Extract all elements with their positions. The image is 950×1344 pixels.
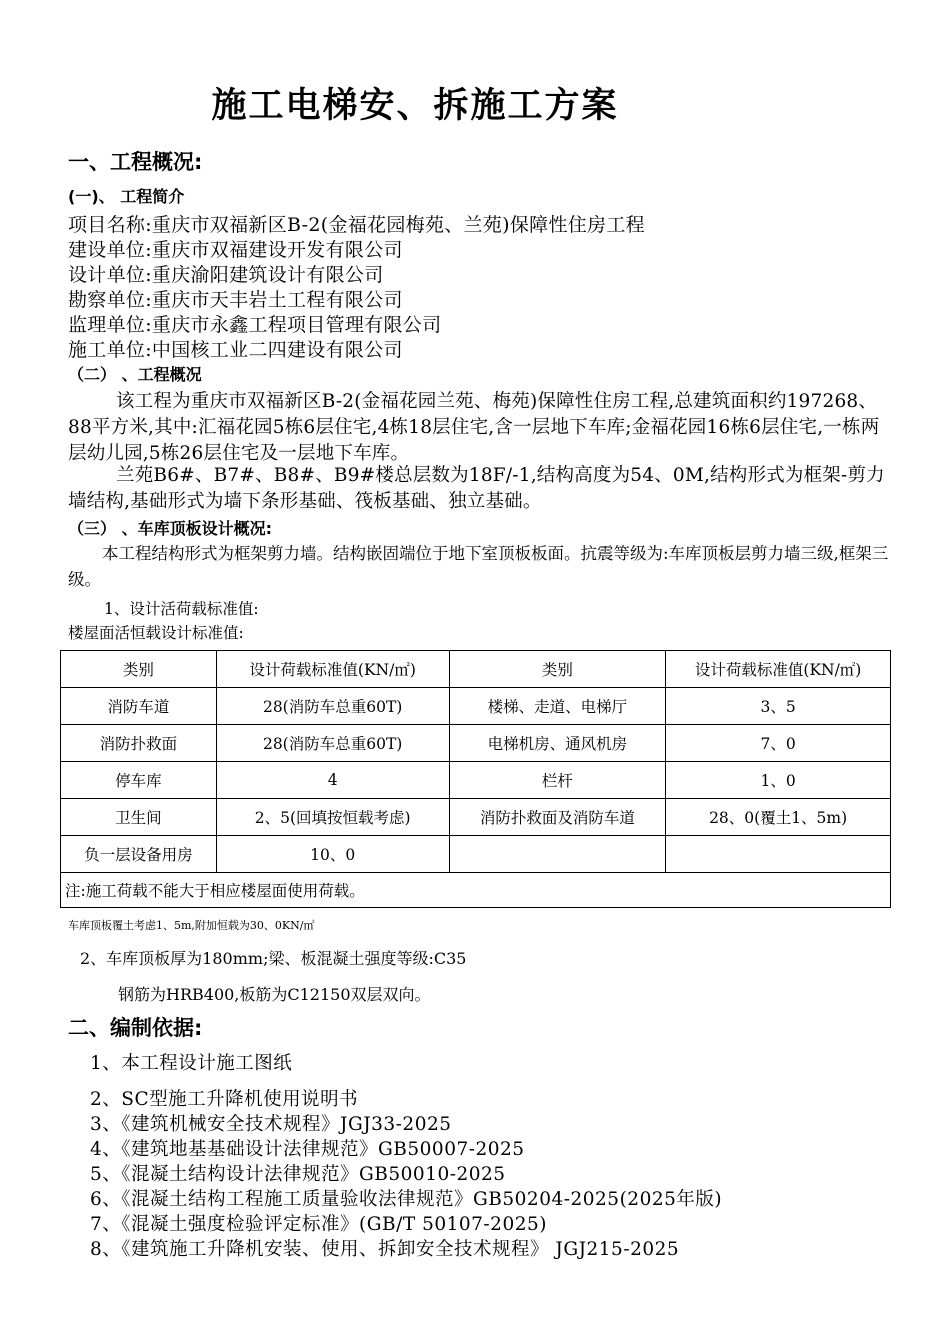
load-table (60, 650, 891, 908)
table-cell: 10、0 (216, 836, 449, 873)
reference-item: 2、SC型施工升降机使用说明书 (90, 1089, 359, 1110)
info-surveyor: 勘察单位:重庆市天丰岩土工程有限公司 (68, 289, 403, 311)
table-cell: 28(消防车总重60T) (216, 725, 449, 762)
table-row (61, 836, 891, 873)
table-row (61, 762, 891, 799)
table-footnote: 车库顶板覆土考虑1、5m,附加恒载为30、0KN/㎡ (68, 919, 315, 932)
reference-item: 4、《建筑地基基础设计法律规范》GB50007-2025 (90, 1139, 525, 1160)
table-note-row (61, 873, 891, 908)
live-load-title: 1、设计活荷载标准值: (104, 600, 259, 618)
document-title: 施工电梯安、拆施工方案 (211, 86, 619, 126)
rebar-line: 钢筋为HRB400,板筋为C12150双层双向。 (118, 985, 431, 1004)
table-cell: 4 (216, 762, 449, 799)
table-cell: 楼梯、走道、电梯厅 (449, 688, 666, 725)
subsection-garage-roof: （三） 、车库顶板设计概况: (68, 519, 272, 538)
table-cell: 1、0 (666, 762, 891, 799)
table-header-cell: 设计荷载标准值(KN/㎡) (216, 651, 449, 688)
reference-item: 1、本工程设计施工图纸 (90, 1053, 293, 1074)
table-header-row (61, 651, 891, 688)
table-cell: 栏杆 (449, 762, 666, 799)
table-cell: 停车库 (61, 762, 217, 799)
table-header-cell: 设计荷载标准值(KN/㎡) (666, 651, 891, 688)
table-cell (666, 836, 891, 873)
reference-item: 5、《混凝土结构设计法律规范》GB50010-2025 (90, 1164, 506, 1185)
section-1-heading: 一、工程概况: (68, 150, 203, 174)
reference-item: 6、《混凝土结构工程施工质量验收法律规范》GB50204-2025(2025年版) (90, 1189, 723, 1210)
subsection-project-overview: （二） 、工程概况 (68, 365, 202, 384)
reference-item: 3、《建筑机械安全技术规程》JGJ33-2025 (90, 1114, 452, 1135)
info-project-name: 项目名称:重庆市双福新区B-2(金福花园梅苑、兰苑)保障性住房工程 (68, 214, 645, 236)
table-cell: 28、0(覆土1、5m) (666, 799, 891, 836)
table-cell: 卫生间 (61, 799, 217, 836)
info-designer: 设计单位:重庆渝阳建筑设计有限公司 (68, 264, 384, 286)
slab-thickness-line: 2、车库顶板厚为180mm;梁、板混凝土强度等级:C35 (80, 949, 467, 968)
table-caption: 楼屋面活恒载设计标准值: (68, 624, 244, 642)
overview-paragraph-2: 兰苑B6#、B7#、B8#、B9#楼总层数为18F/-1,结构高度为54、0M,结构形式为框架-剪力墙结构,基础形式为墙下条形基础、筏板基础、独立基础。 (68, 465, 885, 512)
table-cell: 消防扑救面及消防车道 (449, 799, 666, 836)
reference-item: 8、《建筑施工升降机安装、使用、拆卸安全技术规程》 JGJ215-2025 (90, 1239, 680, 1260)
info-supervisor: 监理单位:重庆市永鑫工程项目管理有限公司 (68, 314, 442, 336)
table-note: 注:施工荷载不能大于相应楼屋面使用荷载。 (61, 873, 891, 908)
section-2-heading: 二、编制依据: (68, 1016, 203, 1040)
table-cell: 负一层设备用房 (61, 836, 217, 873)
table-header-cell: 类别 (449, 651, 666, 688)
table-cell: 7、0 (666, 725, 891, 762)
table-row (61, 799, 891, 836)
overview-paragraph-1: 该工程为重庆市双福新区B-2(金福花园兰苑、梅苑)保障性住房工程,总建筑面积约197268、88平方米,其中:汇福花园5栋6层住宅,4栋18层住宅,含一层地下车库;金福花园16栋6层住宅,一栋两层幼儿园,5栋26层住宅及一层地下车库。 (68, 391, 880, 464)
info-contractor: 施工单位:中国核工业二四建设有限公司 (68, 339, 403, 361)
table-row (61, 725, 891, 762)
table-cell: 消防车道 (61, 688, 217, 725)
info-owner: 建设单位:重庆市双福建设开发有限公司 (68, 239, 403, 261)
table-row (61, 688, 891, 725)
table-cell: 28(消防车总重60T) (216, 688, 449, 725)
table-cell: 电梯机房、通风机房 (449, 725, 666, 762)
table-cell: 消防扑救面 (61, 725, 217, 762)
table-cell: 2、5(回填按恒载考虑) (216, 799, 449, 836)
garage-paragraph: 本工程结构形式为框架剪力墙。结构嵌固端位于地下室顶板板面。抗震等级为:车库顶板层剪力墙三级,框架三级。 (68, 544, 889, 589)
reference-item: 7、《混凝土强度检验评定标准》(GB/T 50107-2025) (90, 1214, 547, 1235)
table-cell (449, 836, 666, 873)
subsection-project-intro: (一)、 工程简介 (68, 187, 185, 206)
table-cell: 3、5 (666, 688, 891, 725)
table-header-cell: 类别 (61, 651, 217, 688)
